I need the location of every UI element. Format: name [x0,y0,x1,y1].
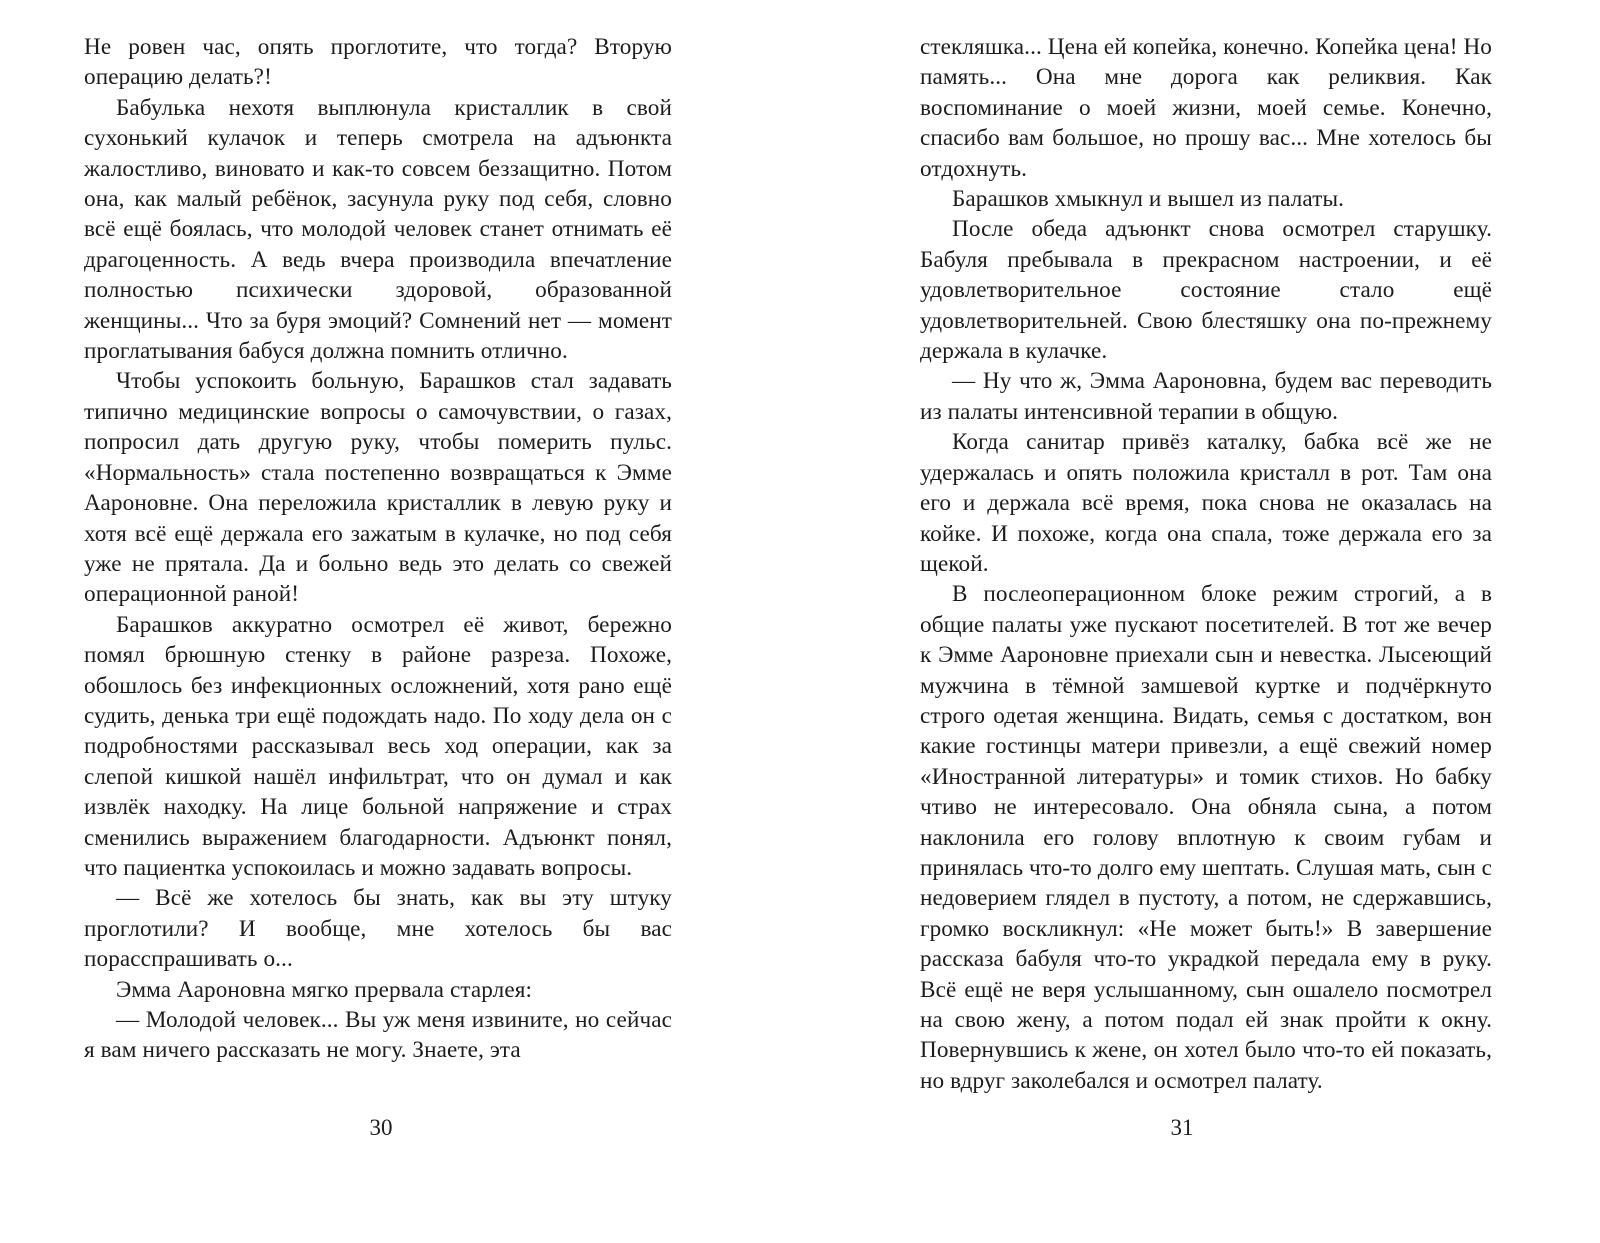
page-number-right: 31 [1170,1115,1194,1140]
page-number-left: 30 [369,1115,393,1140]
paragraph: Когда санитар привёз каталку, бабка всё же не удержалась и опять положила кристалл в рот. Там она его и держала всё время, пока снова не оказалась на койке. И похоже, когда она спала, тоже держала его за щекой. [920,429,1492,577]
paragraph: В послеоперационном блоке режим строгий, а в общие палаты уже пускают посетителей. В тот же вечер к Эмме Аароновне приехали сын и невестка. Лысеющий мужчина в тёмной замшевой куртке и подчёркнуто строго одетая женщина. Видать, семья с достатком, вон какие гостинцы матери привезли, а ещё свежий номер «Иностранной литературы» и томик стихов. Но бабку чтиво не интересовало. Она обняла сына, а потом наклонила его голову вплотную к своим губам и принялась что-то долго ему шептать. Слушая мать, сын с недоверием глядел в пустоту, а потом, не сдержавшись, громко воскликнул: «Не может быть!» В завершение рассказа бабуля что-то украдкой передала ему в руку. Всё ещё не веря услышанному, сын ошалело посмотрел на свою жену, а потом подал ей знак пройти к окну. Повернувшись к жене, он хотел было что-то ей показать, но вдруг заколебался и осмотрел палату. [920,581,1492,1094]
paragraph: Эмма Аароновна мягко прервала старлея: [116,976,533,1003]
left-page [84,32,672,1066]
paragraph: — Молодой человек... Вы уж меня извините, но сейчас я вам ничего рассказать не могу. Знаете, эта [84,1007,672,1064]
paragraph: — Всё же хотелось бы знать, как вы эту штуку проглотили? И вообще, мне хотелось бы вас порасспрашивать о... [84,885,672,973]
right-page-text [920,32,1492,1096]
paragraph: Барашков хмыкнул и вышел из палаты. [952,186,1345,213]
paragraph: — Ну что ж, Эмма Аароновна, будем вас переводить из палаты интенсивной терапии в общую. [920,368,1492,425]
left-page-text [84,32,672,1066]
paragraph: Не ровен час, опять проглотите, что тогда? Вторую операцию делать?! [84,34,672,91]
paragraph: стекляшка... Цена ей копейка, конечно. Копейка цена! Но память... Она мне дорога как реликвия. Как воспоминание о моей жизни, моей семье. Конечно, спасибо вам большое, но прошу вас... Мне хотелось бы отдохнуть. [920,34,1492,182]
paragraph: После обеда адъюнкт снова осмотрел старушку. Бабуля пребывала в прекрасном настроении, и её удовлетворительное состояние стало ещё удовлетворительней. Свою блестяшку она по-прежнему держала в кулачке. [920,216,1492,365]
paragraph: Бабулька нехотя выплюнула кристаллик в свой сухонький кулачок и теперь смотрела на адъюнкта жалостливо, виновато и как-то совсем беззащитно. Потом она, как малый ребёнок, засунула руку под себя, словно всё ещё боялась, что молодой человек станет отнимать её драгоценность. А ведь вчера производила впечатление полностью психически здоровой, образованной женщины... Что за буря эмоций? Сомнений нет — момент проглатывания бабуся должна помнить отлично. [84,94,672,365]
right-page [920,32,1492,1096]
paragraph: Чтобы успокоить больную, Барашков стал задавать типично медицинские вопросы о самочувствии, о газах, попросил дать другую руку, чтобы померить пульс. «Нормальность» стала постепенно возвращаться к Эмме Аароновне. Она переложила кристаллик в левую руку и хотя всё ещё держала его зажатым в кулачке, но под себя уже не прятала. Да и больно ведь это делать со свежей операционной раной! [84,368,672,608]
paragraph: Барашков аккуратно осмотрел её живот, бережно помял брюшную стенку в районе разреза. Похоже, обошлось без инфекционных осложнений, хотя рано ещё судить, денька три ещё подождать надо. По ходу дела он с подробностями рассказывал весь ход операции, как за слепой кишкой нашёл инфильтрат, что он думал и как извлёк находку. На лице больной напряжение и страх сменились выражением благодарности. Адъюнкт понял, что пациентка успокоилась и можно задавать вопросы. [84,611,672,881]
